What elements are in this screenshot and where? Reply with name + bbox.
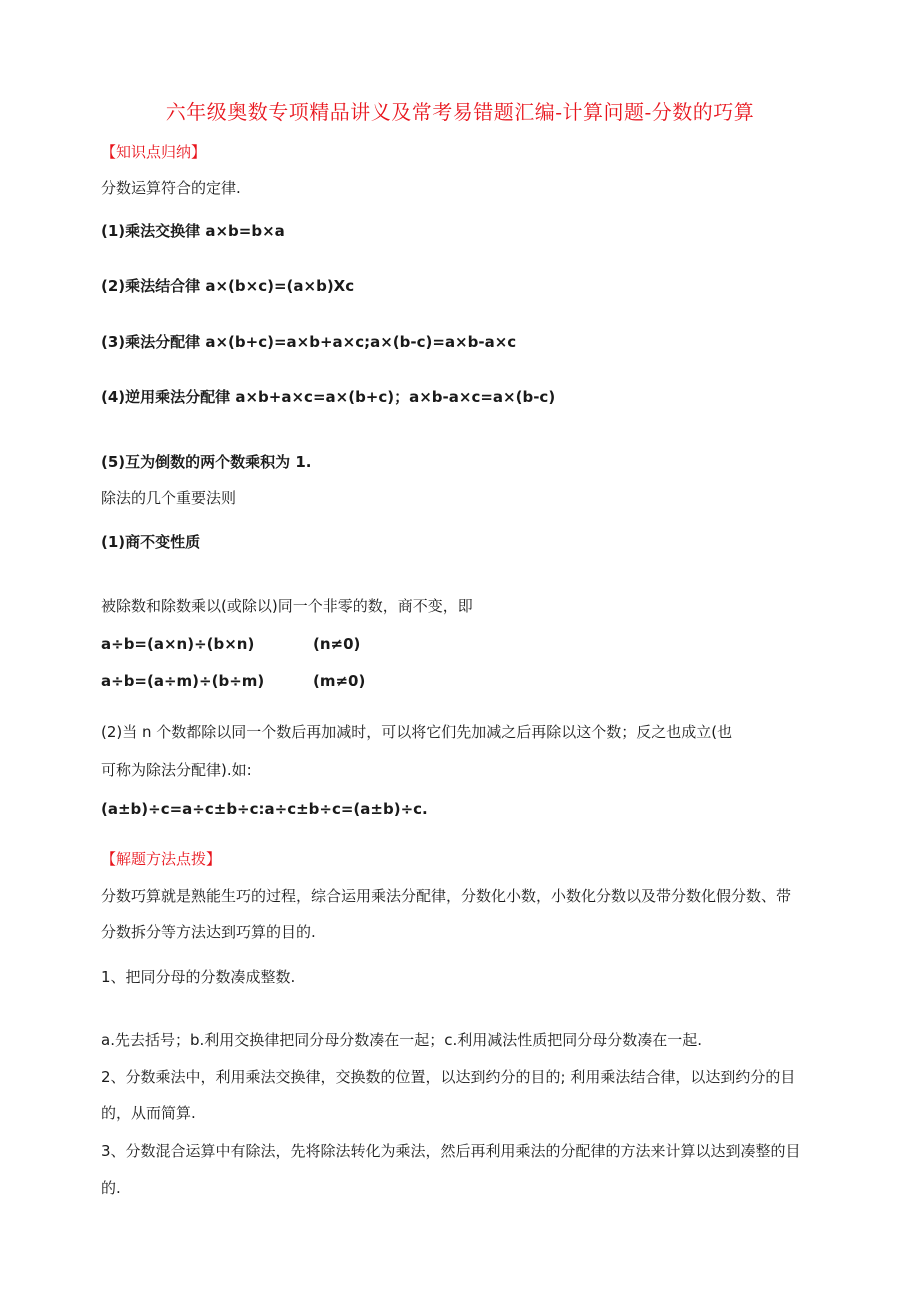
division-rule-1-desc: 被除数和除数乘以(或除以)同一个非零的数，商不变，即 [101,597,473,615]
tip-2-line-2: 的，从而简算. [101,1104,196,1122]
formula-1-condition: (n≠0) [313,635,361,653]
formula-2-condition: (m≠0) [313,672,366,690]
division-rule-2-line-1: (2)当 n 个数都除以同一个数后再加减时，可以将它们先加减之后再除以这个数；反之也成立(也 [101,723,733,741]
law-reverse-distributive: (4)逆用乘法分配律 a×b+a×c=a×(b+c)；a×b-a×c=a×(b-c) [101,388,556,406]
division-rule-2-line-2: 可称为除法分配律).如: [101,761,252,779]
tip-3-line-2: 的. [101,1179,121,1197]
law-reciprocal: (5)互为倒数的两个数乘积为 1. [101,453,312,471]
division-rules-heading: 除法的几个重要法则 [101,489,237,507]
document-title: 六年级奥数专项精品讲义及常考易错题汇编-计算问题-分数的巧算 [165,100,755,124]
tip-3-line-1: 3、分数混合运算中有除法，先将除法转化为乘法，然后再利用乘法的分配律的方法来计算以达到凑整的目 [101,1142,801,1160]
law-commutative: (1)乘法交换律 a×b=b×a [101,222,285,240]
law-associative: (2)乘法结合律 a×(b×c)=(a×b)Xc [101,277,355,295]
division-rule-2-formula: (a±b)÷c=a÷c±b÷c:a÷c±b÷c=(a±b)÷c. [101,800,428,818]
intro-text: 分数运算符合的定律. [101,179,241,197]
section-heading-method: 【解题方法点拨】 [101,850,222,868]
tip-1: 1、把同分母的分数凑成整数. [101,968,296,986]
tip-1-detail: a.先去括号；b.利用交换律把同分母分数凑在一起；c.利用减法性质把同分母分数凑在一起. [101,1031,703,1049]
formula-2: a÷b=(a÷m)÷(b÷m) [101,672,265,690]
law-distributive: (3)乘法分配律 a×(b+c)=a×b+a×c;a×(b-c)=a×b-a×c [101,333,517,351]
method-line-2: 分数拆分等方法达到巧算的目的. [101,923,316,941]
section-heading-knowledge: 【知识点归纳】 [101,143,207,161]
tip-2-line-1: 2、分数乘法中，利用乘法交换律，交换数的位置，以达到约分的目的; 利用乘法结合律，以达到约分的目 [101,1068,796,1086]
division-rule-1-title: (1)商不变性质 [101,533,201,551]
method-line-1: 分数巧算就是熟能生巧的过程，综合运用乘法分配律，分数化小数，小数化分数以及带分数化假分数、带 [101,887,792,905]
formula-1: a÷b=(a×n)÷(b×n) [101,635,255,653]
